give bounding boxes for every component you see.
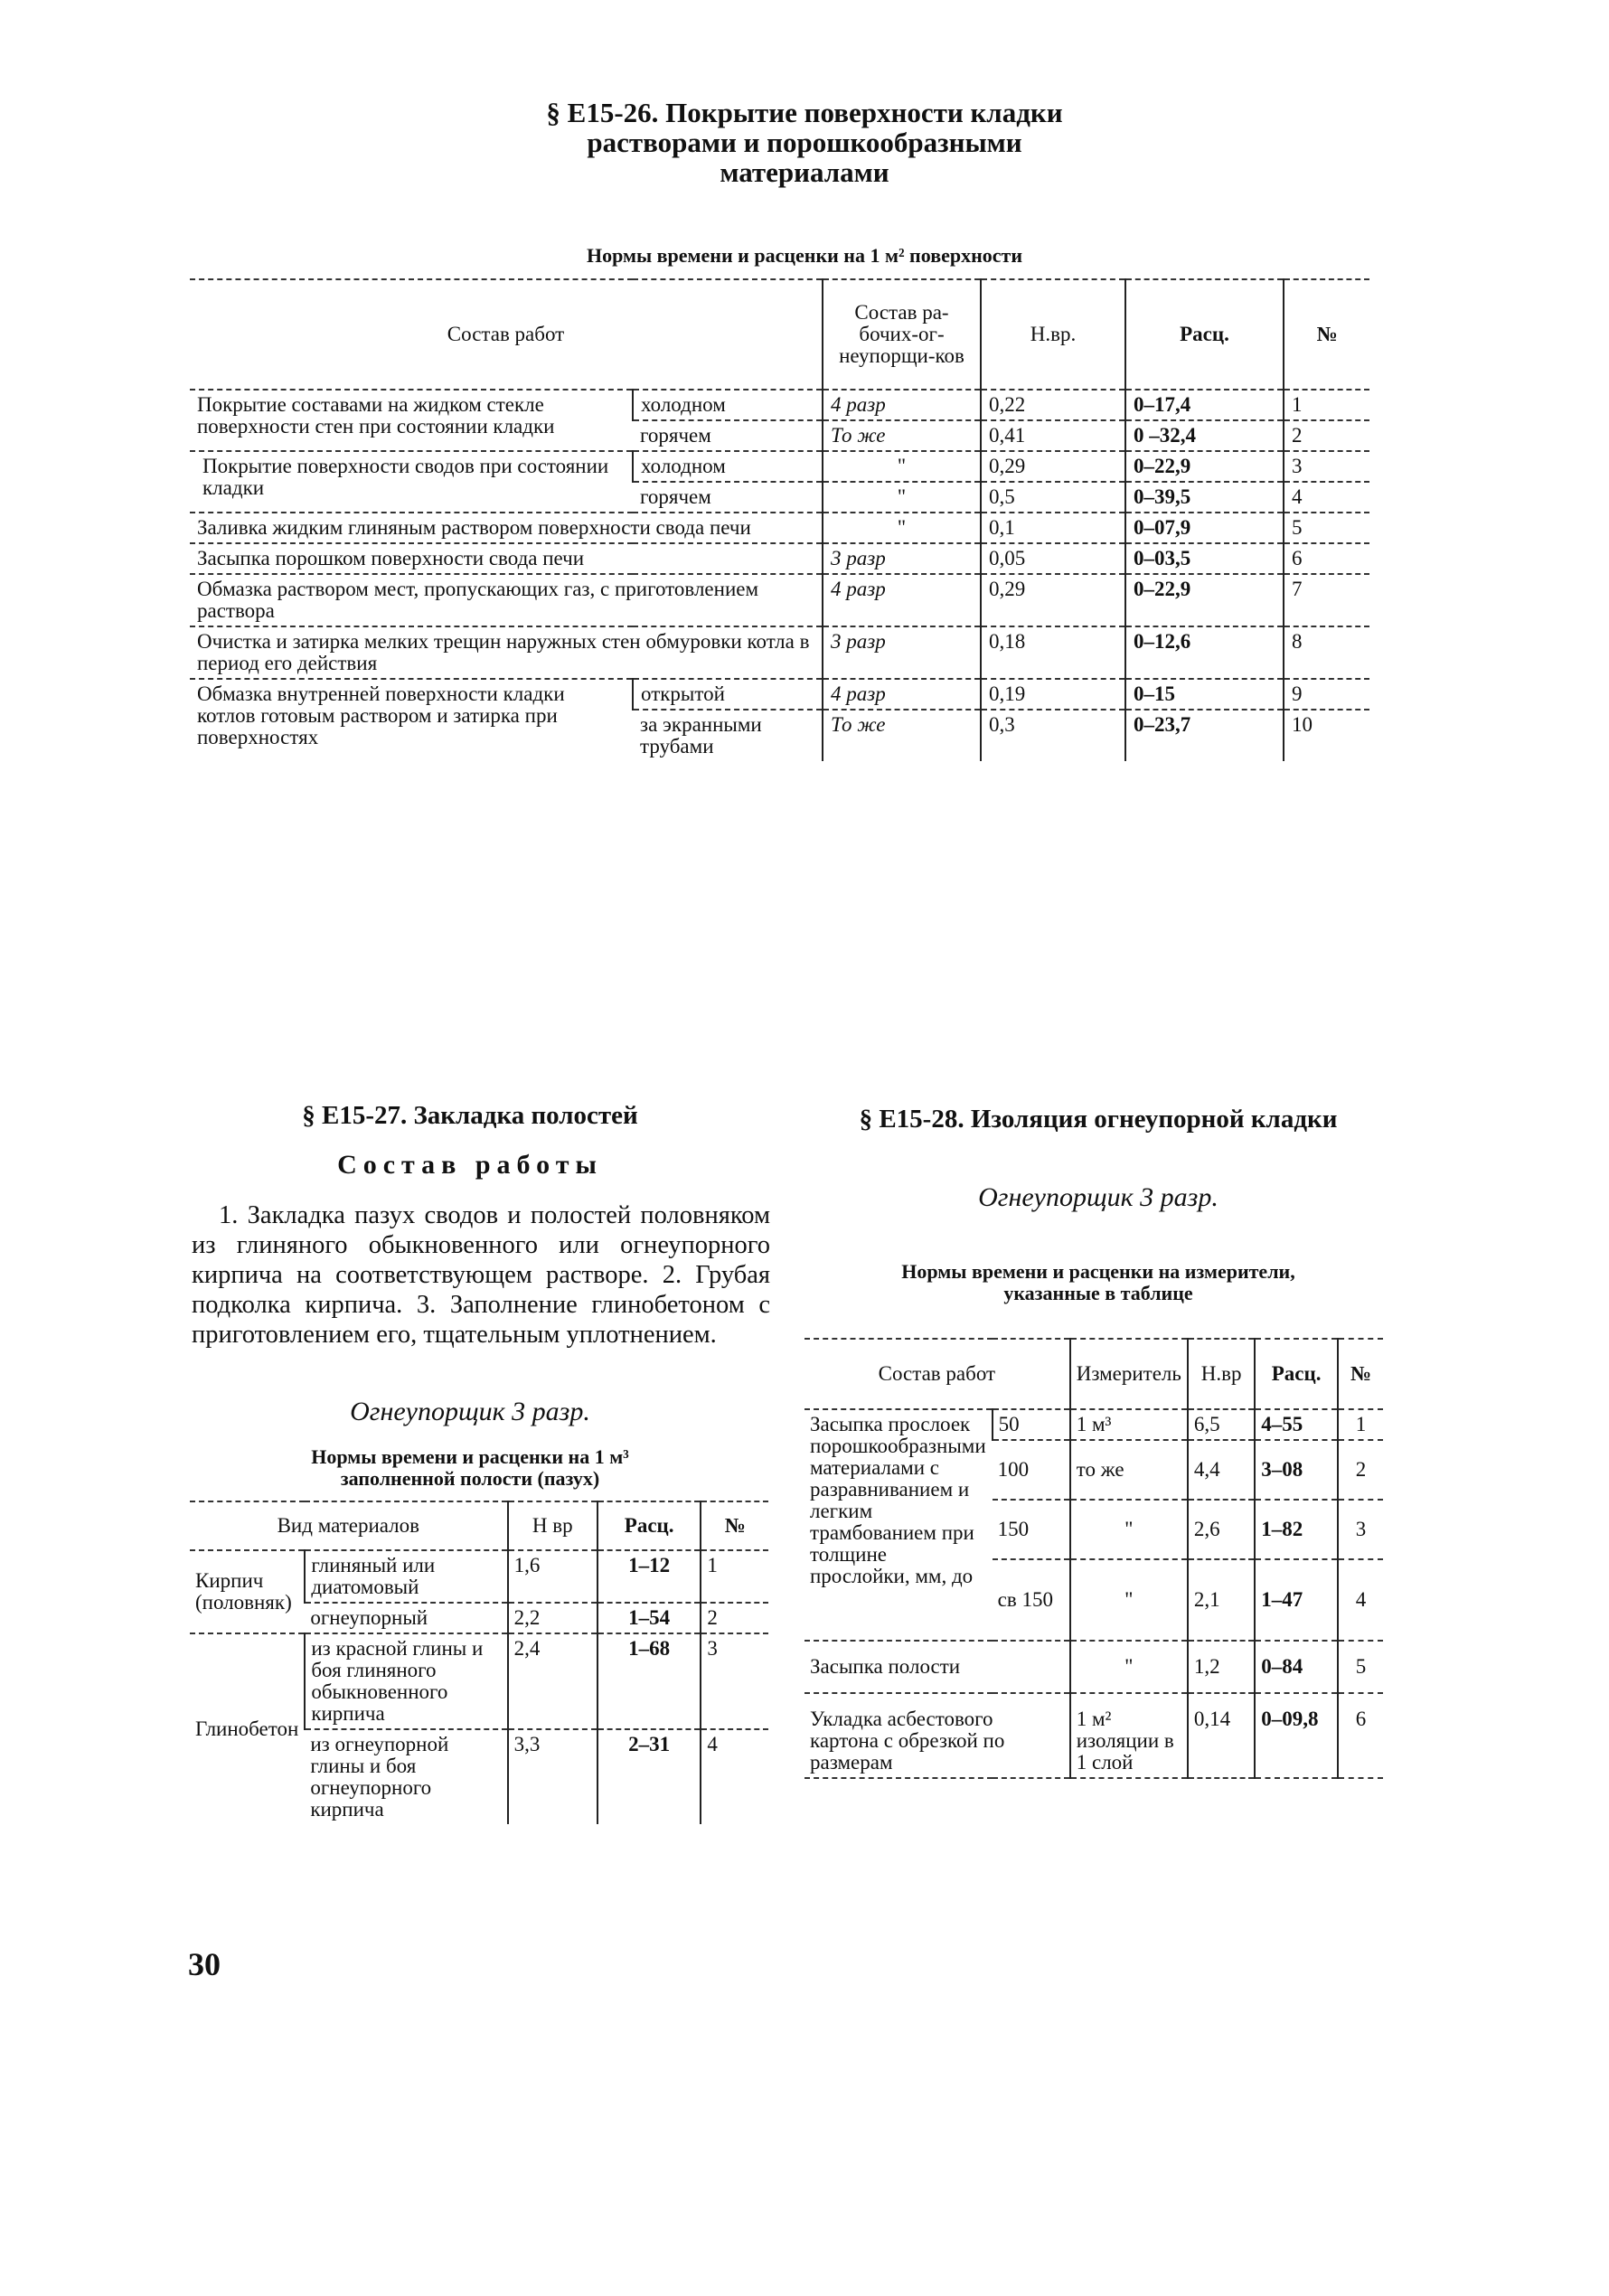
cell-workers: То же	[823, 420, 981, 451]
cell-nvr: 0,05	[981, 543, 1125, 574]
cell-sub: горячем	[633, 482, 823, 513]
cell-rasc: 0–17,4	[1125, 390, 1284, 420]
header-material: Вид материалов	[190, 1501, 508, 1550]
cell-workers: "	[823, 451, 981, 482]
cell-num: 10	[1284, 710, 1369, 761]
cell-workers: 4 разр	[823, 679, 981, 710]
cell-num: 1	[1284, 390, 1369, 420]
section-26-title-line3: материалами	[720, 156, 889, 188]
cell-workers: 3 разр	[823, 543, 981, 574]
cell-nvr: 3,3	[508, 1729, 597, 1824]
cell-num: 3	[1338, 1500, 1383, 1559]
table-header-row	[804, 1339, 1383, 1409]
section-27-norms-line1: Нормы времени и расценки на 1 м³	[311, 1445, 629, 1468]
cell-rasc: 1–54	[597, 1603, 701, 1633]
cell-sub: глиняный или диатомовый	[305, 1550, 507, 1603]
cell-work: Обмазка внутренней поверхности кладки котлов готовым раствором и затирка при поверхностях	[197, 682, 565, 748]
cell-num: 5	[1338, 1641, 1383, 1693]
cell-nvr: 4,4	[1188, 1440, 1255, 1500]
cell-rasc: 0–09,8	[1255, 1693, 1338, 1778]
cell-nvr: 0,22	[981, 390, 1125, 420]
cell-num: 6	[1338, 1693, 1383, 1778]
cell-unit: 1 м³	[1070, 1409, 1188, 1440]
cell-workers: "	[823, 482, 981, 513]
cell-rasc: 0–23,7	[1125, 710, 1284, 761]
cell-nvr: 0,41	[981, 420, 1125, 451]
cell-rasc: 0–22,9	[1125, 451, 1284, 482]
cell-rasc: 1–12	[597, 1550, 701, 1603]
cell-nvr: 6,5	[1188, 1409, 1255, 1440]
cell-nvr: 0,1	[981, 513, 1125, 543]
header-work: Состав работ	[804, 1339, 1070, 1409]
table-header-row	[190, 279, 1369, 390]
header-rasc: Расц.	[597, 1501, 701, 1550]
cell-unit: 1 м² изоляции в 1 слой	[1070, 1693, 1188, 1778]
cell-nvr: 2,1	[1188, 1559, 1255, 1641]
cell-rasc: 0–84	[1255, 1641, 1338, 1693]
cell-sub: холодном	[633, 390, 823, 420]
cell-nvr: 1,6	[508, 1550, 597, 1603]
cell-rasc: 0–03,5	[1125, 543, 1284, 574]
cell-work: Обмазка раствором мест, пропускающих газ, с приготовлением раствора	[190, 574, 823, 626]
cell-rasc: 4–55	[1255, 1409, 1338, 1440]
header-num: №	[701, 1501, 768, 1550]
section-27-table	[190, 1501, 768, 1824]
section-27-title: § Е15-27. Закладка полостей	[302, 1101, 638, 1130]
cell-work: Засыпка порошком поверхности свода печи	[190, 543, 823, 574]
table-row	[190, 513, 1369, 543]
cell-work: Очистка и затирка мелких трещин наружных стен обмуровки котла в период его действия	[190, 626, 823, 679]
header-nvr: Н.вр.	[981, 279, 1125, 390]
section-28-worker: Огнеупорщик 3 разр.	[978, 1182, 1219, 1212]
cell-num: 6	[1284, 543, 1369, 574]
cell-work: Укладка асбестового картона с обрезкой по размерам	[804, 1693, 1070, 1778]
cell-group-brick: Кирпич (половняк)	[190, 1550, 305, 1633]
cell-nvr: 2,4	[508, 1633, 597, 1729]
section-27-body: 1. Закладка пазух сводов и полостей половняком из глиняного обыкновенного или огнеупорного кирпича на соответствующем растворе. 2. Грубая подколка кирпича. 3. Заполнение глинобетоном с приготовлением его, тщательным уплотнением.	[192, 1201, 770, 1349]
cell-unit: "	[1070, 1500, 1188, 1559]
cell-unit: то же	[1070, 1440, 1188, 1500]
cell-sub: 50	[993, 1409, 1070, 1440]
table-row	[190, 574, 1369, 626]
table-header-row	[190, 1501, 768, 1550]
cell-group-clay-concrete: Глинобетон	[195, 1717, 299, 1740]
cell-nvr: 0,14	[1188, 1693, 1255, 1778]
cell-num: 3	[701, 1633, 768, 1729]
table-row	[190, 679, 1369, 710]
section-28-norms	[804, 1261, 1392, 1304]
header-rasc: Расц.	[1125, 279, 1284, 390]
cell-num: 1	[1338, 1409, 1383, 1440]
cell-rasc: 0–07,9	[1125, 513, 1284, 543]
cell-group-fill-layers: Засыпка прослоек порошкообразными материалами с разравниванием и легким трамбованием при толщине прослойки, мм, до	[804, 1409, 993, 1641]
cell-nvr: 0,29	[981, 451, 1125, 482]
section-26-subtitle: Нормы времени и расценки на 1 м² поверхности	[587, 244, 1022, 267]
section-26-table	[190, 278, 1369, 761]
table-row	[190, 543, 1369, 574]
cell-rasc: 1–47	[1255, 1559, 1338, 1641]
cell-rasc: 1–68	[597, 1633, 701, 1729]
cell-rasc: 0 –32,4	[1125, 420, 1284, 451]
table-row	[190, 451, 1369, 482]
cell-num: 2	[1338, 1440, 1383, 1500]
table-row	[190, 390, 1369, 420]
header-nvr: Н вр	[508, 1501, 597, 1550]
cell-nvr: 0,5	[981, 482, 1125, 513]
header-unit: Измеритель	[1070, 1339, 1188, 1409]
section-27-heading: Состав работы	[337, 1150, 603, 1180]
cell-rasc: 0–12,6	[1125, 626, 1284, 679]
cell-num: 7	[1284, 574, 1369, 626]
cell-sub: холодном	[633, 451, 823, 482]
cell-sub: св 150	[993, 1559, 1070, 1641]
cell-sub: из красной глины и боя глиняного обыкновенного кирпича	[305, 1633, 507, 1729]
section-27-norms	[172, 1446, 768, 1490]
cell-nvr: 1,2	[1188, 1641, 1255, 1693]
section-27-norms-line2: заполненной полости (пазух)	[340, 1467, 600, 1490]
cell-num: 9	[1284, 679, 1369, 710]
section-26-title-line2: растворами и порошкообразными	[587, 127, 1022, 158]
section-28-table	[804, 1338, 1383, 1779]
table-row	[190, 1633, 768, 1729]
cell-rasc: 2–31	[597, 1729, 701, 1824]
cell-workers: 4 разр	[823, 574, 981, 626]
header-num: №	[1284, 279, 1369, 390]
cell-work: Покрытие составами на жидком стекле поверхности стен при состоянии кладки	[190, 390, 633, 451]
cell-num: 2	[701, 1603, 768, 1633]
page-number: 30	[188, 1946, 221, 1982]
section-28-title: § Е15-28. Изоляция огнеупорной кладки	[859, 1105, 1338, 1134]
section-26-title-line1: § Е15-26. Покрытие поверхности кладки	[546, 97, 1063, 128]
cell-work: Покрытие поверхности сводов при состоянии кладки	[190, 451, 633, 513]
cell-nvr: 0,18	[981, 626, 1125, 679]
cell-nvr: 0,3	[981, 710, 1125, 761]
table-row	[804, 1693, 1383, 1778]
cell-rasc: 1–82	[1255, 1500, 1338, 1559]
section-28-norms-line2: указанные в таблице	[1003, 1282, 1193, 1304]
section-26-title	[316, 98, 1293, 187]
cell-sub: открытой	[633, 679, 823, 710]
header-workers: Состав ра-бочих-ог-неупорщи-ков	[823, 279, 981, 390]
table-row	[190, 1550, 768, 1603]
section-28-norms-line1: Нормы времени и расценки на измерители,	[901, 1260, 1295, 1283]
table-row	[190, 626, 1369, 679]
cell-num: 1	[701, 1550, 768, 1603]
cell-unit: "	[1070, 1559, 1188, 1641]
cell-workers: 4 разр	[823, 390, 981, 420]
cell-num: 5	[1284, 513, 1369, 543]
cell-rasc: 0–22,9	[1125, 574, 1284, 626]
cell-work: Заливка жидким глиняным раствором поверхности свода печи	[190, 513, 823, 543]
cell-rasc: 0–39,5	[1125, 482, 1284, 513]
cell-num: 4	[701, 1729, 768, 1824]
cell-unit: "	[1070, 1641, 1188, 1693]
cell-rasc: 3–08	[1255, 1440, 1338, 1500]
cell-workers: "	[823, 513, 981, 543]
cell-workers: 3 разр	[823, 626, 981, 679]
header-num: №	[1338, 1339, 1383, 1409]
cell-num: 2	[1284, 420, 1369, 451]
header-work: Состав работ	[190, 279, 823, 390]
header-rasc: Расц.	[1255, 1339, 1338, 1409]
cell-num: 4	[1284, 482, 1369, 513]
cell-nvr: 2,2	[508, 1603, 597, 1633]
cell-sub: 100	[993, 1440, 1070, 1500]
table-row	[804, 1409, 1383, 1440]
cell-sub: огнеупорный	[305, 1603, 507, 1633]
header-nvr: Н.вр	[1188, 1339, 1255, 1409]
table-row	[804, 1641, 1383, 1693]
cell-sub: 150	[993, 1500, 1070, 1559]
cell-work: Засыпка полости	[804, 1641, 1070, 1693]
cell-nvr: 0,29	[981, 574, 1125, 626]
cell-workers: То же	[823, 710, 981, 761]
cell-nvr: 2,6	[1188, 1500, 1255, 1559]
cell-num: 8	[1284, 626, 1369, 679]
cell-num: 3	[1284, 451, 1369, 482]
cell-num: 4	[1338, 1559, 1383, 1641]
cell-nvr: 0,19	[981, 679, 1125, 710]
cell-sub: за экранными трубами	[640, 713, 762, 757]
cell-sub: горячем	[633, 420, 823, 451]
section-27-worker: Огнеупорщик 3 разр.	[350, 1397, 590, 1426]
cell-rasc: 0–15	[1125, 679, 1284, 710]
cell-sub: из огнеупорной глины и боя огнеупорного кирпича	[310, 1733, 449, 1821]
